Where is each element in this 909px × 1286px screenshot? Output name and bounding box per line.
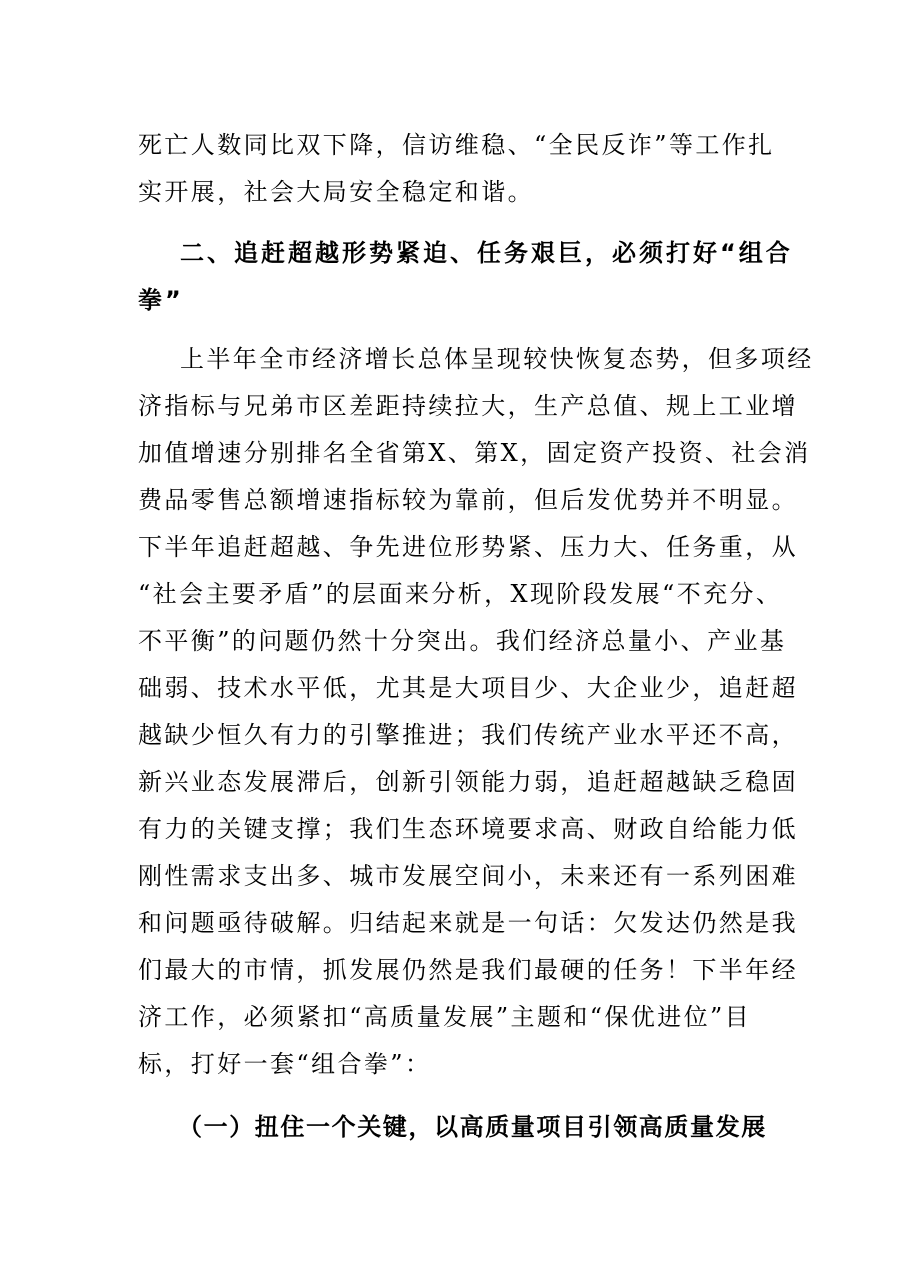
paragraph-line: 死亡人数同比双下降，信访维稳、“全民反诈”等工作扎	[138, 131, 775, 159]
paragraph-line: 越缺少恒久有力的引擎推进；我们传统产业水平还不高，	[138, 721, 798, 749]
paragraph-line: 实开展，社会大局安全稳定和谐。	[138, 178, 534, 206]
paragraph-line: 标，打好一套“组合拳”：	[138, 1050, 432, 1078]
paragraph-line: 新兴业态发展滞后，创新引领能力弱，追赶超越缺乏稳固	[138, 768, 798, 796]
paragraph-line: 有力的关键支撑；我们生态环境要求高、财政自给能力低	[138, 815, 798, 843]
paragraph-line: 础弱、技术水平低，尤其是大项目少、大企业少，追赶超	[138, 674, 798, 702]
paragraph-line: 济工作，必须紧扣“高质量发展”主题和“保优进位”目	[138, 1003, 752, 1031]
paragraph-line: 下半年追赶超越、争先进位形势紧、压力大、任务重，从	[138, 533, 798, 561]
paragraph-line: 刚性需求支出多、城市发展空间小，未来还有一系列困难	[138, 862, 798, 890]
section-heading: 拳”	[138, 286, 184, 314]
paragraph-line: 不平衡”的问题仍然十分突出。我们经济总量小、产业基	[138, 627, 787, 655]
paragraph-line: “社会主要矛盾”的层面来分析，X现阶段发展“不充分、	[138, 580, 783, 608]
paragraph-line: 济指标与兄弟市区差距持续拉大，生产总值、规上工业增	[138, 392, 798, 420]
subsection-heading: （一）扭住一个关键，以高质量项目引领高质量发展	[178, 1113, 767, 1141]
paragraph-line: 们最大的市情，抓发展仍然是我们最硬的任务！下半年经	[138, 956, 798, 984]
paragraph-line: 费品零售总额增速指标较为靠前，但后发优势并不明显。	[138, 486, 798, 514]
section-heading: 二、追赶超越形势紧迫、任务艰巨，必须打好“组合	[180, 239, 793, 267]
paragraph-line: 和问题亟待破解。归结起来就是一句话：欠发达仍然是我	[138, 909, 798, 937]
paragraph-line: 加值增速分别排名全省第X、第X，固定资产投资、社会消	[138, 439, 811, 467]
paragraph-line: 上半年全市经济增长总体呈现较快恢复态势，但多项经	[180, 345, 814, 373]
